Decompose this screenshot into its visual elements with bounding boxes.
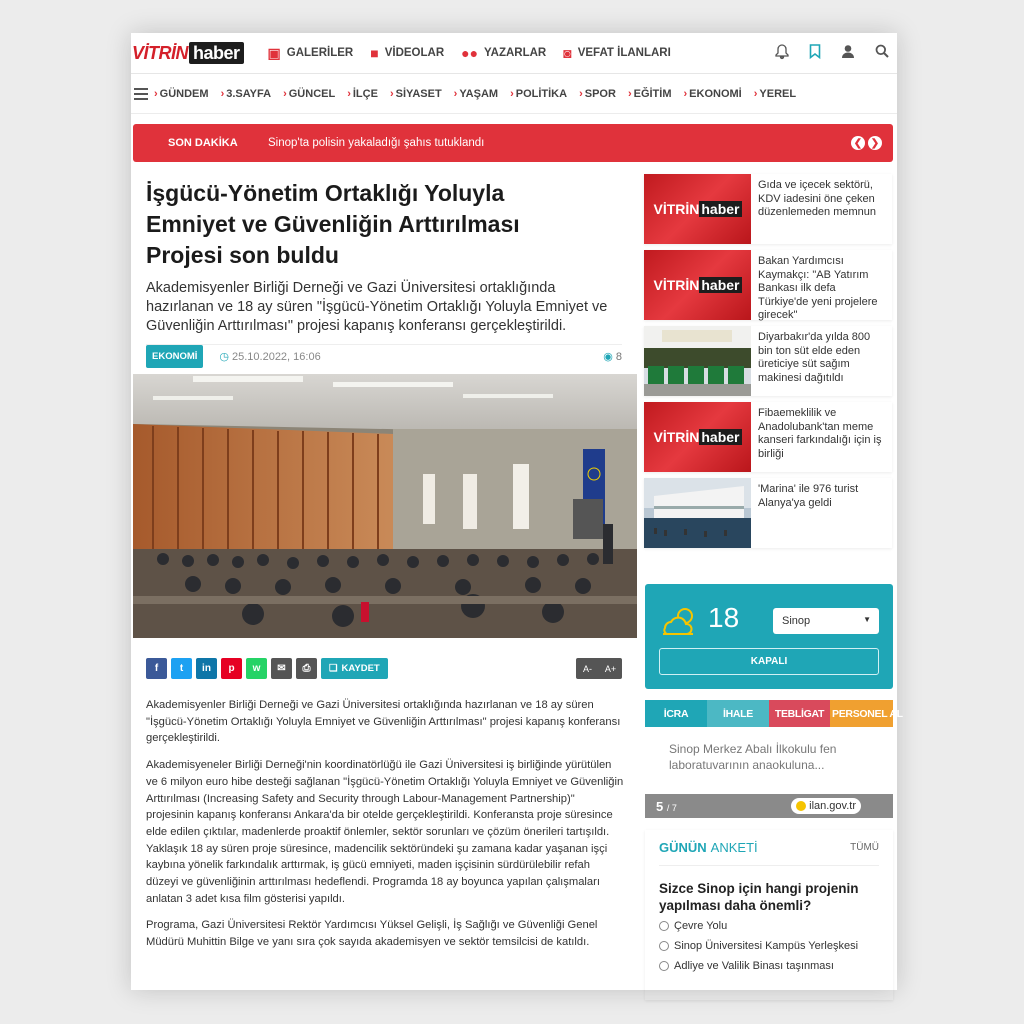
thumb-logo-text: VİTRİN — [653, 429, 700, 445]
poll-option-label: Çevre Yolu — [674, 920, 728, 932]
news-thumbnail — [644, 250, 751, 320]
breaking-arrows — [851, 136, 882, 150]
poll-title-rest: ANKETİ — [710, 840, 758, 855]
category-link[interactable] — [221, 88, 272, 100]
category-link[interactable] — [754, 88, 796, 100]
sidebar-news-item[interactable] — [644, 326, 892, 396]
announcement-tabs — [645, 700, 903, 727]
sidebar-news — [644, 174, 892, 554]
poll-all-link[interactable]: TÜMÜ — [850, 842, 879, 853]
weather-condition-button[interactable]: KAPALI — [659, 648, 879, 675]
daily-poll — [645, 830, 893, 1000]
news-headline: Diyarbakır'da yılda 800 bin ton süt elde eden üreticiye süt sağım makinesi dağıtıldı — [758, 331, 871, 384]
twitter-icon[interactable]: t — [171, 658, 192, 679]
bookmark-icon[interactable] — [809, 44, 821, 63]
nav-authors[interactable] — [461, 46, 546, 60]
chevron-down-icon: ▼ — [863, 615, 871, 624]
chevron-right-icon: › — [753, 87, 758, 100]
facebook-icon[interactable]: f — [146, 658, 167, 679]
nav-galleries[interactable] — [268, 46, 354, 60]
category-label: SİYASET — [395, 87, 442, 100]
news-thumbnail — [644, 326, 751, 396]
chevron-right-icon: › — [683, 87, 688, 100]
video-icon: ■ — [370, 45, 379, 61]
font-decrease-button[interactable]: A- — [576, 658, 599, 679]
announcements-widget — [645, 700, 903, 820]
category-link[interactable] — [347, 88, 378, 100]
poll-option-label: Adliye ve Valilik Binası taşınması — [674, 960, 834, 972]
category-label: POLİTİKA — [515, 87, 568, 100]
category-label: SPOR — [584, 87, 616, 100]
logo-text-vitrin: VİTRİN — [132, 43, 189, 63]
sidebar-news-item[interactable] — [644, 250, 892, 320]
category-label: EKONOMİ — [689, 87, 742, 100]
pinterest-icon[interactable]: p — [221, 658, 242, 679]
bell-icon[interactable] — [775, 44, 789, 63]
breaking-news-bar — [133, 124, 893, 162]
radio-button[interactable] — [659, 961, 669, 971]
print-icon[interactable]: ⎙ — [296, 658, 317, 679]
city-select-value: Sinop — [782, 615, 811, 627]
site-logo[interactable] — [131, 42, 244, 64]
poll-title-bold: GÜNÜN — [659, 840, 707, 855]
chevron-right-icon: › — [579, 87, 583, 100]
temperature: 18 — [708, 602, 740, 633]
thumb-logo-text: haber — [701, 277, 740, 293]
clock-icon: ◷ — [219, 351, 229, 363]
news-headline: Fibaemeklilik ve Anadolubank'tan meme kanseri farkındalığı için iş birliği — [758, 407, 882, 460]
article-meta — [146, 344, 622, 368]
chevron-right-icon: › — [154, 87, 158, 100]
category-link[interactable] — [628, 88, 672, 100]
announcement-footer — [645, 794, 893, 818]
poll-header — [659, 840, 879, 866]
chevron-right-icon: › — [510, 87, 514, 100]
tab-tebligat[interactable]: TEBLİGAT — [769, 700, 830, 727]
nav-obituaries[interactable] — [563, 46, 671, 60]
chevron-right-icon: › — [347, 87, 351, 100]
category-badge[interactable]: EKONOMİ — [146, 345, 203, 368]
article-lead: Akademisyenler Birliği Derneği ve Gazi Üniversitesi ortaklığında hazırlanan ve 18 ay süren "İşgücü-Yönetim Ortaklığı Yoluyla Emniyet ve Güvenliğin Arttırılması" projesi kapanış konferansı gerçekleştirildi. — [146, 280, 608, 334]
ilan-brand: ilan.gov.tr — [809, 800, 856, 812]
category-bar — [131, 74, 897, 114]
bookmark-small-icon: ❏ — [329, 663, 338, 674]
view-count-text: 8 — [615, 351, 622, 363]
thumb-logo-text: VİTRİN — [653, 201, 700, 217]
ilan-gov-logo[interactable] — [791, 798, 861, 814]
article-paragraph: Akademisyeneler Birliği Derneği'nin koordinatörlüğü ile Gazi Üniversitesi iş birliğinde yürütülen ve 6 milyon euro hibe desteği sağlanan "İşgücü-Yönetim Ortaklığı Yoluyla Emniyet ve Güvenliğin Arttırılması (Increasing Safety and Security through Labour-Management Partnership)" projesinin kapanış konferansı Ankara'da bir otelde gerçekleştirildi. Konferansta proje süresince elde edilen çıktılar, madenlerde proaktif önlemler, sektör sorunları ve çözüm önerileri tartışıldı. Yaklaşık 18 ay süren proje süresince, madencilik sektöründeki şu zamana kadar yaşanan işçi kaybına yönelik farkındalık arttırmak, iş gücü emniyeti, maden işçisinin sürdürülebilir refah düzeyi ve güvenliğinin arttırılması hedeflendi. Programda 18 ay boyunca yapılan çalışmaları anlatan 3 adet kısa film gösterisi yapıldı. — [146, 759, 624, 905]
article-body — [146, 697, 624, 961]
news-thumbnail — [644, 478, 751, 548]
article-date-text: 25.10.2022, 16:06 — [232, 351, 321, 363]
top-icons — [775, 44, 897, 63]
cloud-sun-icon — [659, 606, 699, 636]
article-paragraph: Programa, Gazi Üniversitesi Rektör Yardımcısı Yüksel Gelişli, İş Sağlığı ve Güvenliği Genel Müdürü Muhittin Bilge ve yanı sıra çok sayıda akademisyen ve sektör temsilcisi de katıldı. — [146, 919, 598, 949]
save-label: KAYDET — [341, 663, 380, 674]
eye-icon: ◉ — [603, 351, 613, 363]
page-total: / 7 — [666, 802, 677, 813]
chevron-right-icon: › — [627, 87, 632, 100]
chevron-right-icon: › — [453, 87, 458, 100]
nav-galleries-label: GALERİLER — [286, 47, 354, 59]
page-current: 5 — [656, 798, 664, 814]
category-link[interactable] — [154, 88, 209, 100]
email-icon[interactable]: ✉ — [271, 658, 292, 679]
category-link[interactable] — [510, 88, 567, 100]
article-date — [219, 350, 320, 363]
article-title: İşgücü-Yönetim Ortaklığı Yoluyla Emniyet ve Güvenliğin Arttırılması Projesi son buldu — [146, 180, 520, 268]
thumb-logo-text: haber — [701, 429, 740, 445]
news-headline: Bakan Yardımcısı Kaymakçı: "AB Yatırım Bankası ilk defa Türkiye'de yeni projelere girecek" — [758, 255, 878, 321]
category-label: 3.SAYFA — [226, 87, 272, 100]
save-button[interactable] — [321, 658, 388, 679]
linkedin-icon[interactable]: in — [196, 658, 217, 679]
top-nav — [268, 46, 671, 60]
search-icon[interactable] — [875, 44, 889, 63]
sidebar-news-item[interactable] — [644, 478, 892, 548]
weather-widget — [645, 584, 893, 689]
radio-button[interactable] — [659, 921, 669, 931]
sidebar-news-item[interactable] — [644, 174, 892, 244]
nav-videos[interactable] — [370, 46, 444, 60]
tab-icra[interactable]: İCRA — [645, 700, 707, 727]
tab-ihale[interactable]: İHALE — [707, 700, 769, 727]
category-label: GÜNDEM — [159, 87, 209, 100]
view-count — [603, 350, 622, 363]
category-link[interactable] — [579, 88, 616, 100]
radio-button[interactable] — [659, 941, 669, 951]
authors-icon: ●● — [461, 45, 479, 61]
breaking-label: SON DAKİKA — [168, 137, 238, 149]
share-bar — [146, 658, 622, 679]
category-label: YEREL — [759, 87, 797, 100]
prev-arrow-icon[interactable]: ❮ — [851, 136, 865, 150]
rss-icon: ◙ — [563, 45, 572, 61]
gallery-icon: ▣ — [267, 45, 281, 61]
news-headline: Gıda ve içecek sektörü, KDV iadesini öne çeken düzenlemeden memnun — [758, 179, 877, 218]
tab-personel[interactable]: PERSONEL AL — [830, 700, 893, 727]
poll-question: Sizce Sinop için hangi projenin yapılması daha önemli? — [659, 881, 859, 913]
font-size-controls — [576, 658, 622, 679]
font-increase-button[interactable]: A+ — [599, 658, 622, 679]
news-thumbnail — [644, 402, 751, 472]
page-frame — [131, 33, 903, 990]
category-label: GÜNCEL — [288, 87, 336, 100]
announcement-text[interactable]: Sinop Merkez Abalı İlkokulu fen laboratuvarının anaokuluna... — [669, 742, 837, 772]
chevron-right-icon: › — [389, 87, 394, 100]
menu-icon[interactable] — [134, 85, 148, 103]
chevron-right-icon: › — [283, 87, 287, 100]
poll-option[interactable] — [659, 918, 879, 934]
nav-authors-label: YAZARLAR — [484, 47, 547, 59]
poll-option-label: Sinop Üniversitesi Kampüs Yerleşkesi — [674, 940, 859, 952]
chevron-right-icon: › — [220, 87, 225, 100]
poll-option[interactable] — [659, 938, 879, 954]
category-link[interactable] — [390, 88, 442, 100]
logo-text-haber: haber — [189, 42, 244, 64]
category-label: YAŞAM — [459, 87, 499, 100]
next-arrow-icon[interactable]: ❯ — [868, 136, 882, 150]
article — [146, 178, 622, 368]
category-label: İLÇE — [352, 87, 378, 100]
poll-option[interactable] — [659, 958, 879, 974]
news-thumbnail — [644, 174, 751, 244]
category-link[interactable] — [684, 88, 742, 100]
category-link[interactable] — [283, 88, 335, 100]
city-select[interactable] — [773, 608, 879, 634]
page-indicator — [656, 799, 677, 814]
thumb-logo-text: haber — [701, 201, 740, 217]
whatsapp-icon[interactable]: w — [246, 658, 267, 679]
ilan-logo-icon — [796, 801, 806, 811]
thumb-logo-text: VİTRİN — [653, 277, 700, 293]
top-bar — [131, 33, 897, 74]
category-label: EĞİTİM — [633, 87, 672, 100]
category-link[interactable] — [454, 88, 498, 100]
nav-videos-label: VİDEOLAR — [384, 47, 445, 59]
article-photo — [133, 374, 637, 638]
news-headline: 'Marina' ile 976 turist Alanya'ya geldi — [758, 483, 859, 509]
breaking-headline[interactable]: Sinop'ta polisin yakaladığı şahıs tutuklandı — [268, 137, 485, 149]
category-list — [154, 88, 796, 100]
nav-obituaries-label: VEFAT İLANLARI — [577, 47, 671, 59]
sidebar-news-item[interactable] — [644, 402, 892, 472]
article-paragraph: Akademisyenler Birliği Derneği ve Gazi Üniversitesi ortaklığında hazırlanan ve 18 ay süren "İşgücü-Yönetim Ortaklığı Yoluyla Emniyet ve Güvenliğin Arttırılması" projesi kapanış konferansı gerçekleştirildi. — [146, 699, 621, 745]
user-icon[interactable] — [841, 44, 855, 63]
